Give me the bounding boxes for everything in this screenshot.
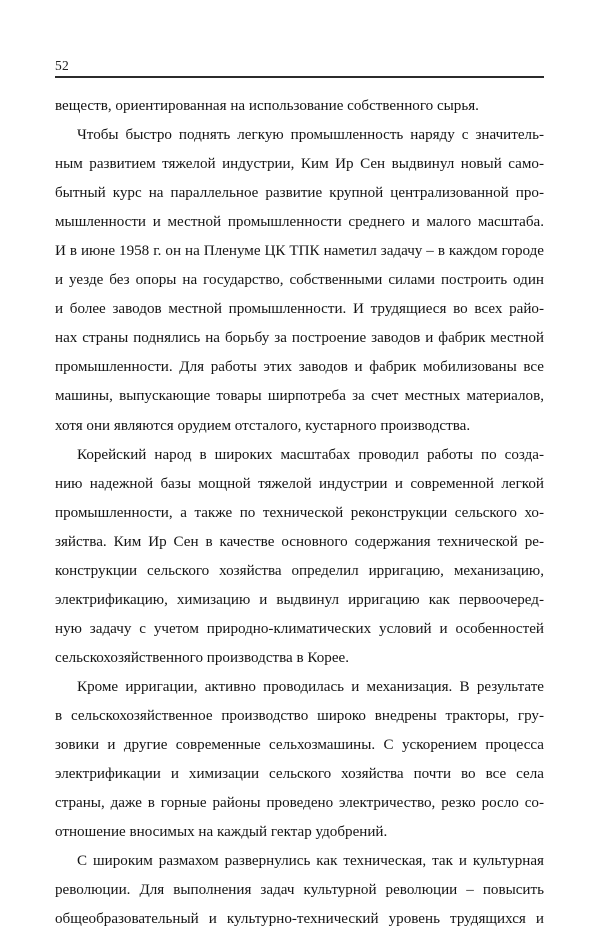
text-line: страны, даже в горные районы проведено электричество, резко росло со-: [55, 795, 544, 812]
page-number: 52: [55, 58, 69, 73]
text-line: промышленности, а также по технической реконструкции сельского хо-: [55, 504, 544, 521]
paragraph: [55, 673, 544, 847]
text-line: мышленности и местной промышленности среднего и малого масштаба.: [55, 214, 544, 231]
paragraph: [55, 92, 544, 121]
page-header: [55, 58, 544, 78]
text-line: общеобразовательный и культурно-технический уровень трудящихся и: [55, 911, 544, 928]
text-line: Кроме ирригации, активно проводилась и механизация. В результате: [77, 678, 544, 695]
header-rule: [55, 76, 544, 78]
text-line: революции. Для выполнения задач культурной революции – повысить: [55, 882, 544, 899]
text-line: ную задачу с учетом природно-климатических условий и особенностей: [55, 620, 544, 637]
text-line: электрификации и химизации сельского хозяйства почти во все села: [55, 766, 544, 783]
text-line: промышленности. Для работы этих заводов и фабрик мобилизованы все: [55, 359, 544, 376]
text-line: и более заводов местной промышленности. И трудящиеся во всех райо-: [55, 301, 544, 318]
paragraph: [55, 847, 544, 934]
text-line: веществ, ориентированная на использование собственного сырья.: [55, 98, 479, 114]
text-line: конструкции сельского хозяйства определил ирригацию, механизацию,: [55, 562, 544, 579]
text-line: и уезде без опоры на государство, собственными силами построить один: [55, 272, 544, 289]
text-line: И в июне 1958 г. он на Пленуме ЦК ТПК наметил задачу – в каждом городе: [55, 243, 544, 260]
text-line: в сельскохозяйственное производство широко внедрены тракторы, гру-: [55, 707, 544, 724]
text-line: зяйства. Ким Ир Сен в качестве основного содержания технической ре-: [55, 533, 544, 550]
text-line: отношение вносимых на каждый гектар удобрений.: [55, 824, 388, 841]
page-body: [55, 92, 544, 934]
text-line: ным развитием тяжелой индустрии, Ким Ир Сен выдвинул новый само-: [55, 156, 544, 173]
text-line: зовики и другие современные сельхозмашины. С ускорением процесса: [55, 737, 544, 754]
text-line: Чтобы быстро поднять легкую промышленность наряду с значитель-: [77, 127, 544, 144]
text-line: машины, выпускающие товары ширпотреба за счет местных материалов,: [55, 388, 544, 405]
text-line: нах страны поднялись на борьбу за построение заводов и фабрик местной: [55, 330, 544, 347]
text-line: нию надежной базы мощной тяжелой индустрии и современной легкой: [55, 475, 544, 492]
text-line: бытный курс на параллельное развитие крупной централизованной про-: [55, 185, 544, 202]
text-line: электрификацию, химизацию и выдвинул ирригацию как первоочеред-: [55, 591, 544, 608]
text-line: Корейский народ в широких масштабах проводил работы по созда-: [77, 446, 544, 463]
text-line: С широким размахом развернулись как техническая, так и культурная: [77, 853, 544, 870]
paragraph: [55, 441, 544, 673]
text-line: сельскохозяйственного производства в Корее.: [55, 649, 350, 666]
paragraph: [55, 121, 544, 441]
text-line: хотя они являются орудием отсталого, кустарного производства.: [55, 417, 471, 434]
